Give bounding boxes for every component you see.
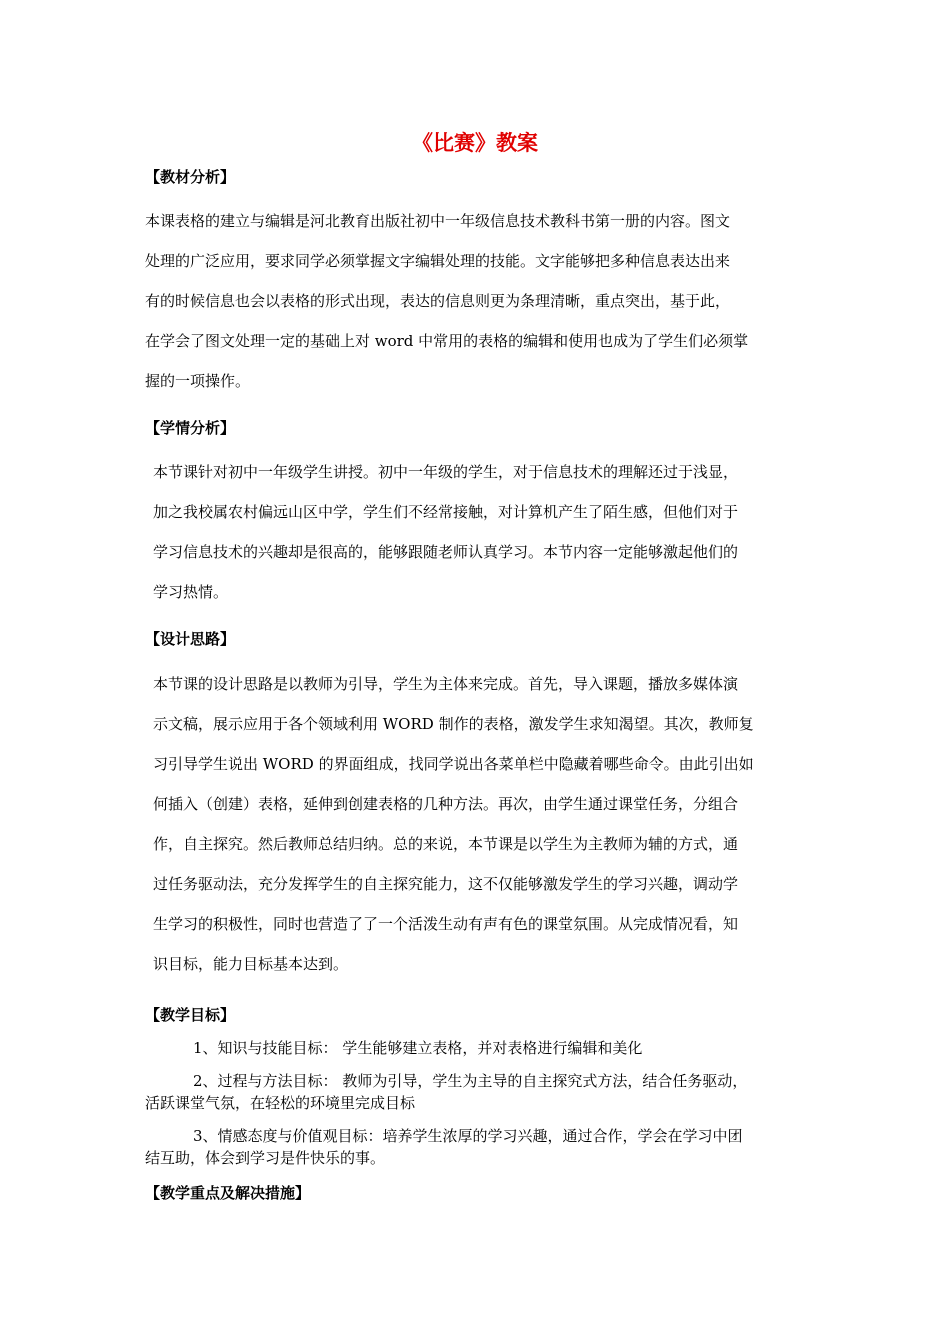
paragraph-line: 习引导学生说出 WORD 的界面组成，找同学说出各菜单栏中隐藏着哪些命令。由此引出如: [153, 755, 754, 773]
heading-design-idea: 【设计思路】: [145, 630, 236, 648]
paragraph-line: 本课表格的建立与编辑是河北教育出版社初中一年级信息技术教科书第一册的内容。图文: [145, 212, 731, 230]
paragraph-line: 示文稿，展示应用于各个领域利用 WORD 制作的表格，激发学生求知渴望。其次，教师复: [153, 715, 754, 733]
paragraph-line: 作，自主探究。然后教师总结归纳。总的来说，本节课是以学生为主教师为辅的方式，通: [153, 835, 739, 853]
paragraph-line: 在学会了图文处理一定的基础上对 word 中常用的表格的编辑和使用也成为了学生们必须掌: [145, 332, 749, 350]
teaching-goal-2: [145, 1070, 825, 1114]
paragraph-line: 握的一项操作。: [145, 372, 251, 390]
goal-line: 活跃课堂气氛，在轻松的环境里完成目标: [145, 1094, 416, 1112]
teaching-goal-3: [145, 1125, 825, 1169]
heading-key-points: 【教学重点及解决措施】: [145, 1184, 311, 1202]
goal-line: 结互助，体会到学习是件快乐的事。: [145, 1149, 386, 1167]
heading-textbook-analysis: 【教材分析】: [145, 168, 236, 186]
paragraph-line: 学习热情。: [153, 583, 229, 601]
paragraph-learner-analysis: [153, 452, 738, 612]
paragraph-design-idea: [153, 664, 754, 984]
paragraph-line: 何插入（创建）表格，延伸到创建表格的几种方法。再次，由学生通过课堂任务，分组合: [153, 795, 739, 813]
paragraph-line: 学习信息技术的兴趣却是很高的，能够跟随老师认真学习。本节内容一定能够激起他们的: [153, 543, 739, 561]
paragraph-textbook-analysis: [145, 201, 748, 401]
paragraph-line: 识目标，能力目标基本达到。: [153, 955, 349, 973]
paragraph-line: 本节课的设计思路是以教师为引导，学生为主体来完成。首先，导入课题，播放多媒体演: [153, 675, 739, 693]
teaching-goal-1: [145, 1037, 825, 1059]
paragraph-line: 本节课针对初中一年级学生讲授。初中一年级的学生，对于信息技术的理解还过于浅显，: [153, 463, 739, 481]
heading-learner-analysis: 【学情分析】: [145, 419, 236, 437]
paragraph-line: 处理的广泛应用，要求同学必须掌握文字编辑处理的技能。文字能够把多种信息表达出来: [145, 252, 731, 270]
paragraph-line: 过任务驱动法，充分发挥学生的自主探究能力，这不仅能够激发学生的学习兴趣，调动学: [153, 875, 739, 893]
goal-line: 1、知识与技能目标： 学生能够建立表格，并对表格进行编辑和美化: [193, 1039, 643, 1057]
paragraph-line: 生学习的积极性，同时也营造了了一个活泼生动有声有色的课堂氛围。从完成情况看，知: [153, 915, 739, 933]
goal-line: 2、过程与方法目标： 教师为引导，学生为主导的自主探究式方法，结合任务驱动，: [193, 1072, 748, 1090]
goal-line: 3、情感态度与价值观目标：培养学生浓厚的学习兴趣，通过合作，学会在学习中团: [193, 1127, 743, 1145]
paragraph-line: 加之我校属农村偏远山区中学，学生们不经常接触，对计算机产生了陌生感，但他们对于: [153, 503, 739, 521]
heading-teaching-goals: 【教学目标】: [145, 1006, 236, 1024]
document-title: 《比赛》教案: [412, 130, 538, 155]
paragraph-line: 有的时候信息也会以表格的形式出现，表达的信息则更为条理清晰，重点突出，基于此，: [145, 292, 731, 310]
